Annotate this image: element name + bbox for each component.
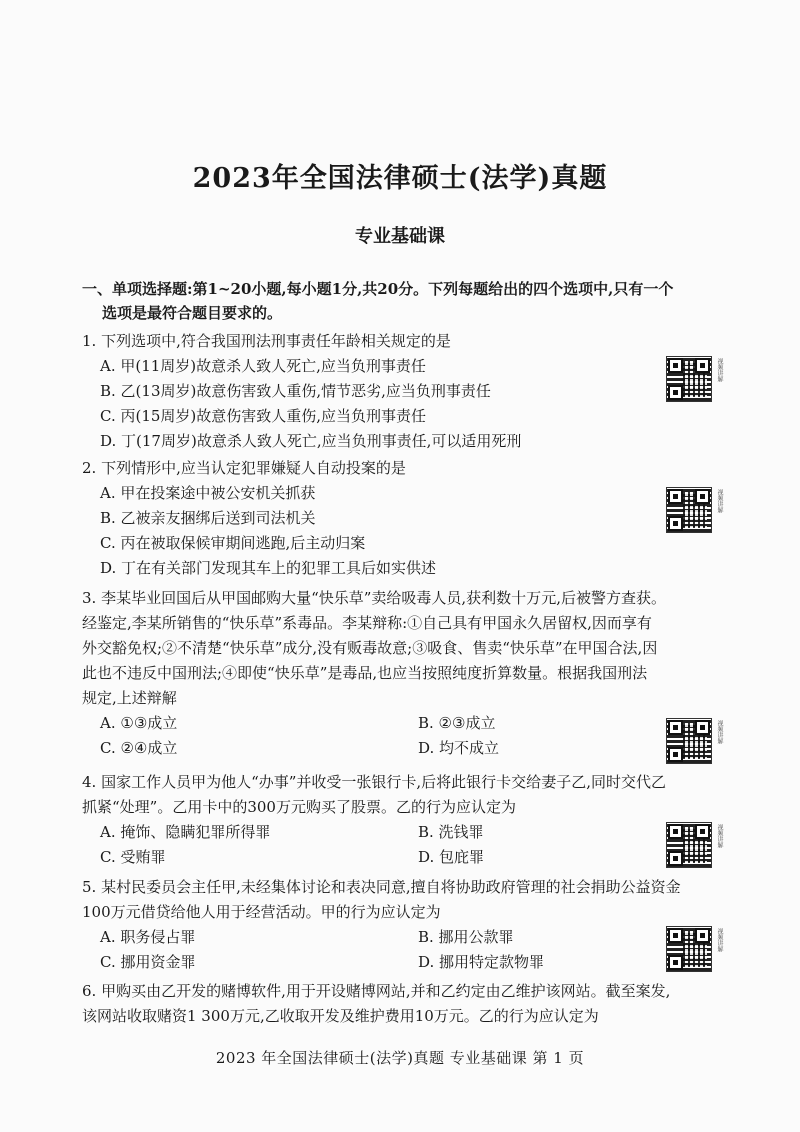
option-row (82, 711, 732, 736)
question-stem: 3. 李某毕业回国后从甲国邮购大量“快乐草”卖给吸毒人员,获利数十万元,后被警方查获。 (82, 589, 666, 607)
page-subtitle: 专业基础课 (355, 226, 445, 247)
question-stem: 抓紧“处理”。乙用卡中的300万元购买了股票。乙的行为应认定为 (82, 798, 516, 816)
option-row (82, 820, 732, 845)
section-line: 选项是最符合题目要求的。 (102, 304, 283, 322)
option-b: B. ②③成立 (418, 714, 496, 732)
option-d: D. 均不成立 (418, 739, 500, 757)
section-instructions (82, 277, 732, 325)
option-b: B. 乙(13周岁)故意伤害致人重伤,情节恶劣,应当负刑事责任 (100, 382, 491, 400)
question-stem: 经鉴定,李某所销售的“快乐草”系毒品。李某辩称:①自己具有甲国永久居留权,因而享有 (82, 614, 652, 632)
option-a: A. 甲在投案途中被公安机关抓获 (100, 484, 316, 502)
option-a: A. ①③成立 (100, 714, 178, 732)
question-2 (82, 456, 732, 581)
page-title: 2023年全国法律硕士(法学)真题 (192, 163, 608, 194)
question-stem: 外交豁免权;②不清楚“快乐草”成分,没有贩毒故意;③吸食、售卖“快乐草”在甲国合法,因 (82, 639, 658, 657)
question-stem: 6. 甲购买由乙开发的赌博软件,用于开设赌博网站,并和乙约定由乙维护该网站。截至案发, (82, 982, 671, 1000)
option-a: A. 掩饰、隐瞒犯罪所得罪 (100, 823, 271, 841)
option-c: C. 受贿罪 (100, 848, 166, 866)
question-stem: 此也不违反中国刑法;④即使“快乐草”是毒品,也应当按照纯度折算数量。根据我国刑法 (82, 664, 648, 682)
qr-label: 视频讲解 (716, 824, 723, 848)
question-1 (82, 329, 732, 454)
option-a: A. 甲(11周岁)故意杀人致人死亡,应当负刑事责任 (100, 357, 426, 375)
option-c: C. 丙在被取保候审期间逃跑,后主动归案 (100, 534, 366, 552)
option-c: C. ②④成立 (100, 739, 178, 757)
option-row (82, 845, 732, 870)
option-b: B. 乙被亲友捆绑后送到司法机关 (100, 509, 316, 527)
option-d: D. 挪用特定款物罪 (418, 953, 545, 971)
qr-label: 视频讲解 (716, 489, 723, 513)
qr-code[interactable] (666, 926, 712, 972)
question-stem: 2. 下列情形中,应当认定犯罪嫌疑人自动投案的是 (82, 459, 406, 477)
qr-code[interactable] (666, 718, 712, 764)
option-row (82, 736, 732, 761)
section-line: 一、单项选择题:第1~20小题,每小题1分,共20分。下列每题给出的四个选项中,只有一个 (82, 280, 674, 298)
qr-label: 视频讲解 (716, 928, 723, 952)
qr-label: 视频讲解 (716, 358, 723, 382)
option-row (82, 950, 732, 975)
option-d: D. 包庇罪 (418, 848, 485, 866)
question-5 (82, 875, 732, 975)
option-b: B. 挪用公款罪 (418, 928, 514, 946)
option-c: C. 丙(15周岁)故意伤害致人重伤,应当负刑事责任 (100, 407, 427, 425)
question-stem: 规定,上述辩解 (82, 689, 177, 707)
qr-code[interactable] (666, 822, 712, 868)
qr-code[interactable] (666, 487, 712, 533)
option-c: C. 挪用资金罪 (100, 953, 196, 971)
page-footer: 2023 年全国法律硕士(法学)真题 专业基础课 第 1 页 (215, 1049, 585, 1067)
question-stem: 1. 下列选项中,符合我国刑法刑事责任年龄相关规定的是 (82, 332, 451, 350)
question-stem: 该网站收取赌资1 300万元,乙收取开发及维护费用10万元。乙的行为应认定为 (82, 1007, 599, 1025)
option-row (82, 925, 732, 950)
qr-code[interactable] (666, 356, 712, 402)
question-stem: 5. 某村民委员会主任甲,未经集体讨论和表决同意,擅自将协助政府管理的社会捐助公益资金 (82, 878, 681, 896)
question-stem: 4. 国家工作人员甲为他人“办事”并收受一张银行卡,后将此银行卡交给妻子乙,同时交代乙 (82, 773, 666, 791)
option-d: D. 丁在有关部门发现其车上的犯罪工具后如实供述 (100, 559, 437, 577)
question-6 (82, 979, 732, 1029)
question-3 (82, 586, 732, 761)
option-b: B. 洗钱罪 (418, 823, 484, 841)
question-4 (82, 770, 732, 870)
qr-label: 视频讲解 (716, 720, 723, 744)
option-d: D. 丁(17周岁)故意杀人致人死亡,应当负刑事责任,可以适用死刑 (100, 432, 522, 450)
question-stem: 100万元借贷给他人用于经营活动。甲的行为应认定为 (82, 903, 441, 921)
option-a: A. 职务侵占罪 (100, 928, 196, 946)
